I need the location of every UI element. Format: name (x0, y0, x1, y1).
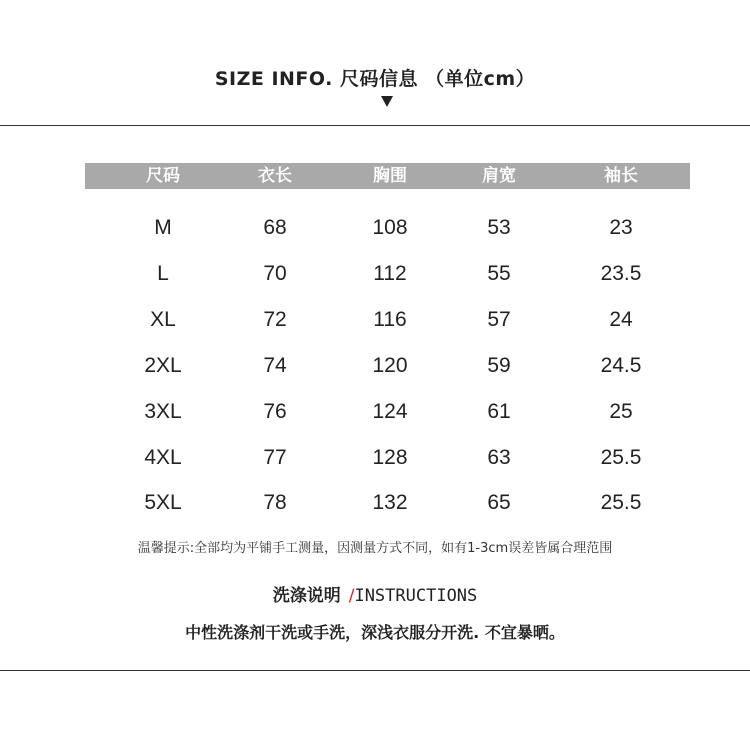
size-cell: M (154, 216, 172, 239)
table-row (0, 305, 750, 335)
sleeve-cell: 24 (609, 308, 633, 331)
page-title: SIZE INFO. 尺码信息 （单位cm） (214, 68, 536, 90)
size-cell: 3XL (144, 400, 182, 423)
length-cell: 78 (263, 491, 287, 514)
length-cell: 68 (263, 216, 287, 239)
shoulder-cell: 65 (487, 491, 511, 514)
wash-heading-cn: 洗涤说明 (272, 586, 341, 606)
shoulder-cell: 57 (487, 308, 511, 331)
chest-cell: 124 (372, 400, 408, 423)
length-cell: 72 (263, 308, 287, 331)
size-cell: 4XL (144, 446, 182, 469)
shoulder-cell: 53 (487, 216, 511, 239)
sleeve-cell: 24.5 (600, 354, 642, 377)
down-arrow-icon (381, 96, 393, 107)
shoulder-cell: 55 (487, 262, 511, 285)
header-length: 衣长 (258, 166, 292, 186)
length-cell: 74 (263, 354, 287, 377)
chest-cell: 132 (372, 491, 408, 514)
shoulder-cell: 63 (487, 446, 511, 469)
header-chest: 胸围 (373, 166, 407, 186)
wash-instructions-heading (0, 581, 750, 606)
header-size: 尺码 (146, 166, 180, 186)
size-cell: XL (150, 308, 176, 331)
table-row (0, 259, 750, 289)
sleeve-cell: 25.5 (600, 491, 642, 514)
header-sleeve: 袖长 (604, 166, 638, 186)
length-cell: 77 (263, 446, 287, 469)
shoulder-cell: 59 (487, 354, 511, 377)
chest-cell: 116 (373, 308, 407, 331)
wash-heading-slash: / (348, 586, 355, 606)
header-shoulder: 肩宽 (482, 166, 516, 186)
table-row (0, 443, 750, 473)
table-row (0, 488, 750, 518)
sleeve-cell: 25.5 (600, 446, 642, 469)
chest-cell: 112 (373, 262, 407, 285)
length-cell: 70 (263, 262, 287, 285)
chest-cell: 128 (372, 446, 408, 469)
sleeve-cell: 25 (609, 400, 633, 423)
size-table-header (85, 163, 690, 189)
shoulder-cell: 61 (487, 400, 511, 423)
size-cell: L (157, 262, 169, 285)
sleeve-cell: 23.5 (600, 262, 642, 285)
length-cell: 76 (263, 400, 287, 423)
sleeve-cell: 23 (609, 216, 633, 239)
chest-cell: 108 (372, 216, 408, 239)
care-instructions: 中性洗涤剂干洗或手洗，深浅衣服分开洗. 不宜暴晒。 (185, 623, 565, 642)
size-cell: 5XL (144, 491, 182, 514)
size-cell: 2XL (144, 354, 182, 377)
measurement-note: 温馨提示:全部均为平铺手工测量，因测量方式不同，如有1-3cm误差皆属合理范围 (137, 541, 613, 556)
table-row (0, 351, 750, 381)
table-row (0, 397, 750, 427)
wash-heading-en: INSTRUCTIONS (354, 586, 478, 606)
chest-cell: 120 (372, 354, 408, 377)
top-divider (0, 125, 750, 126)
bottom-divider (0, 670, 750, 671)
table-row (0, 213, 750, 243)
